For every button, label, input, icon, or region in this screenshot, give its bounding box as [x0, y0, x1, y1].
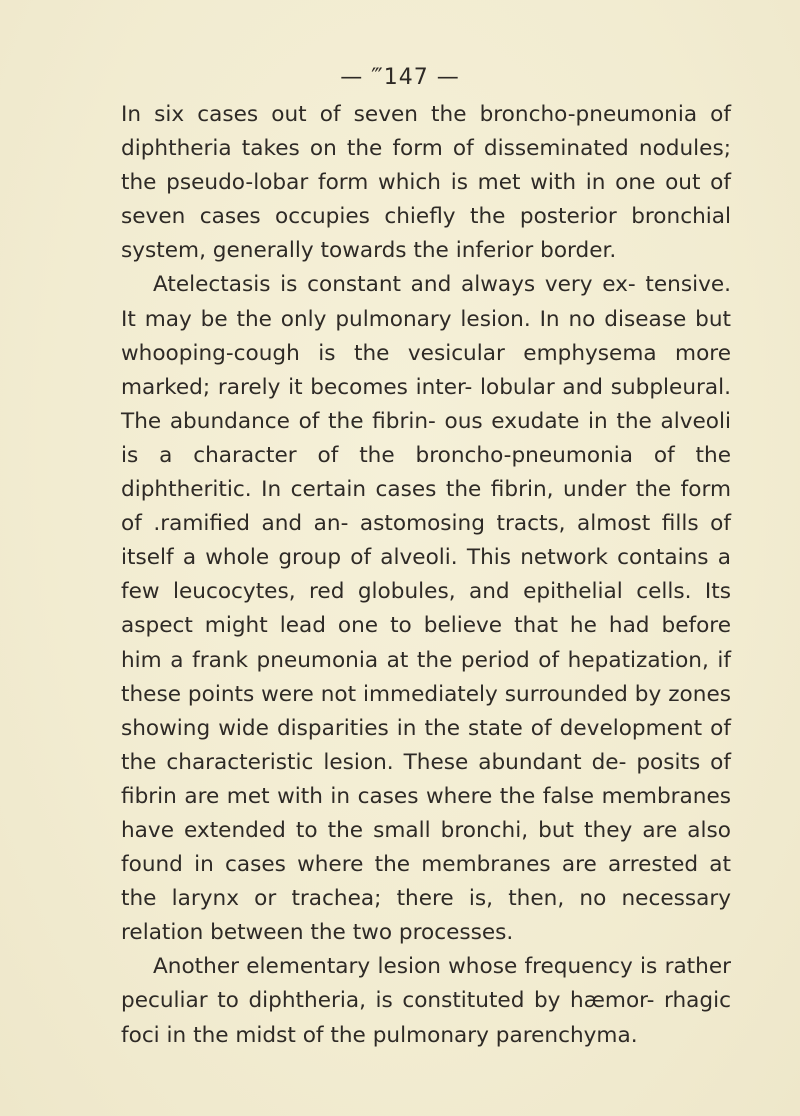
page-text-body — [121, 98, 731, 1053]
page-number: — ‴147 — — [340, 65, 460, 90]
paragraph-2: Atelectasis is constant and always very ex- tensive. It may be the only pulmonary lesion. In no disease but whooping-cough is the vesicular emphysema more marked; rarely it becomes inter- lobular and subpleural. The abundance of the fibrin- ous exudate in the alveoli is a character of the broncho-pneumonia of the diphtheritic. In certain cases the fibrin, under the form of .ramified and an- astomosing tracts, almost fills of itself a whole group of alveoli. This network contains a few leucocytes, red globules, and epithelial cells. Its aspect might lead one to believe that he had before him a frank pneumonia at the period of hepatization, if these points were not immediately surrounded by zones showing wide disparities in the state of development of the characteristic lesion. These abundant de- posits of fibrin are met with in cases where the false membranes have extended to the small bronchi, but they are also found in cases where the membranes are arrested at the larynx or trachea; there is, then, no necessary relation between the two processes. — [121, 272, 731, 946]
paragraph-3: Another elementary lesion whose frequency is rather peculiar to diphtheria, is constituted by hæmor- rhagic foci in the midst of the pulmonary parenchyma. — [121, 954, 731, 1048]
paragraph-1: In six cases out of seven the broncho-pneumonia of diphtheria takes on the form of disseminated nodules; the pseudo-lobar form which is met with in one out of seven cases occupies chiefly the posterior bronchial system, generally towards the inferior border. — [121, 102, 731, 264]
